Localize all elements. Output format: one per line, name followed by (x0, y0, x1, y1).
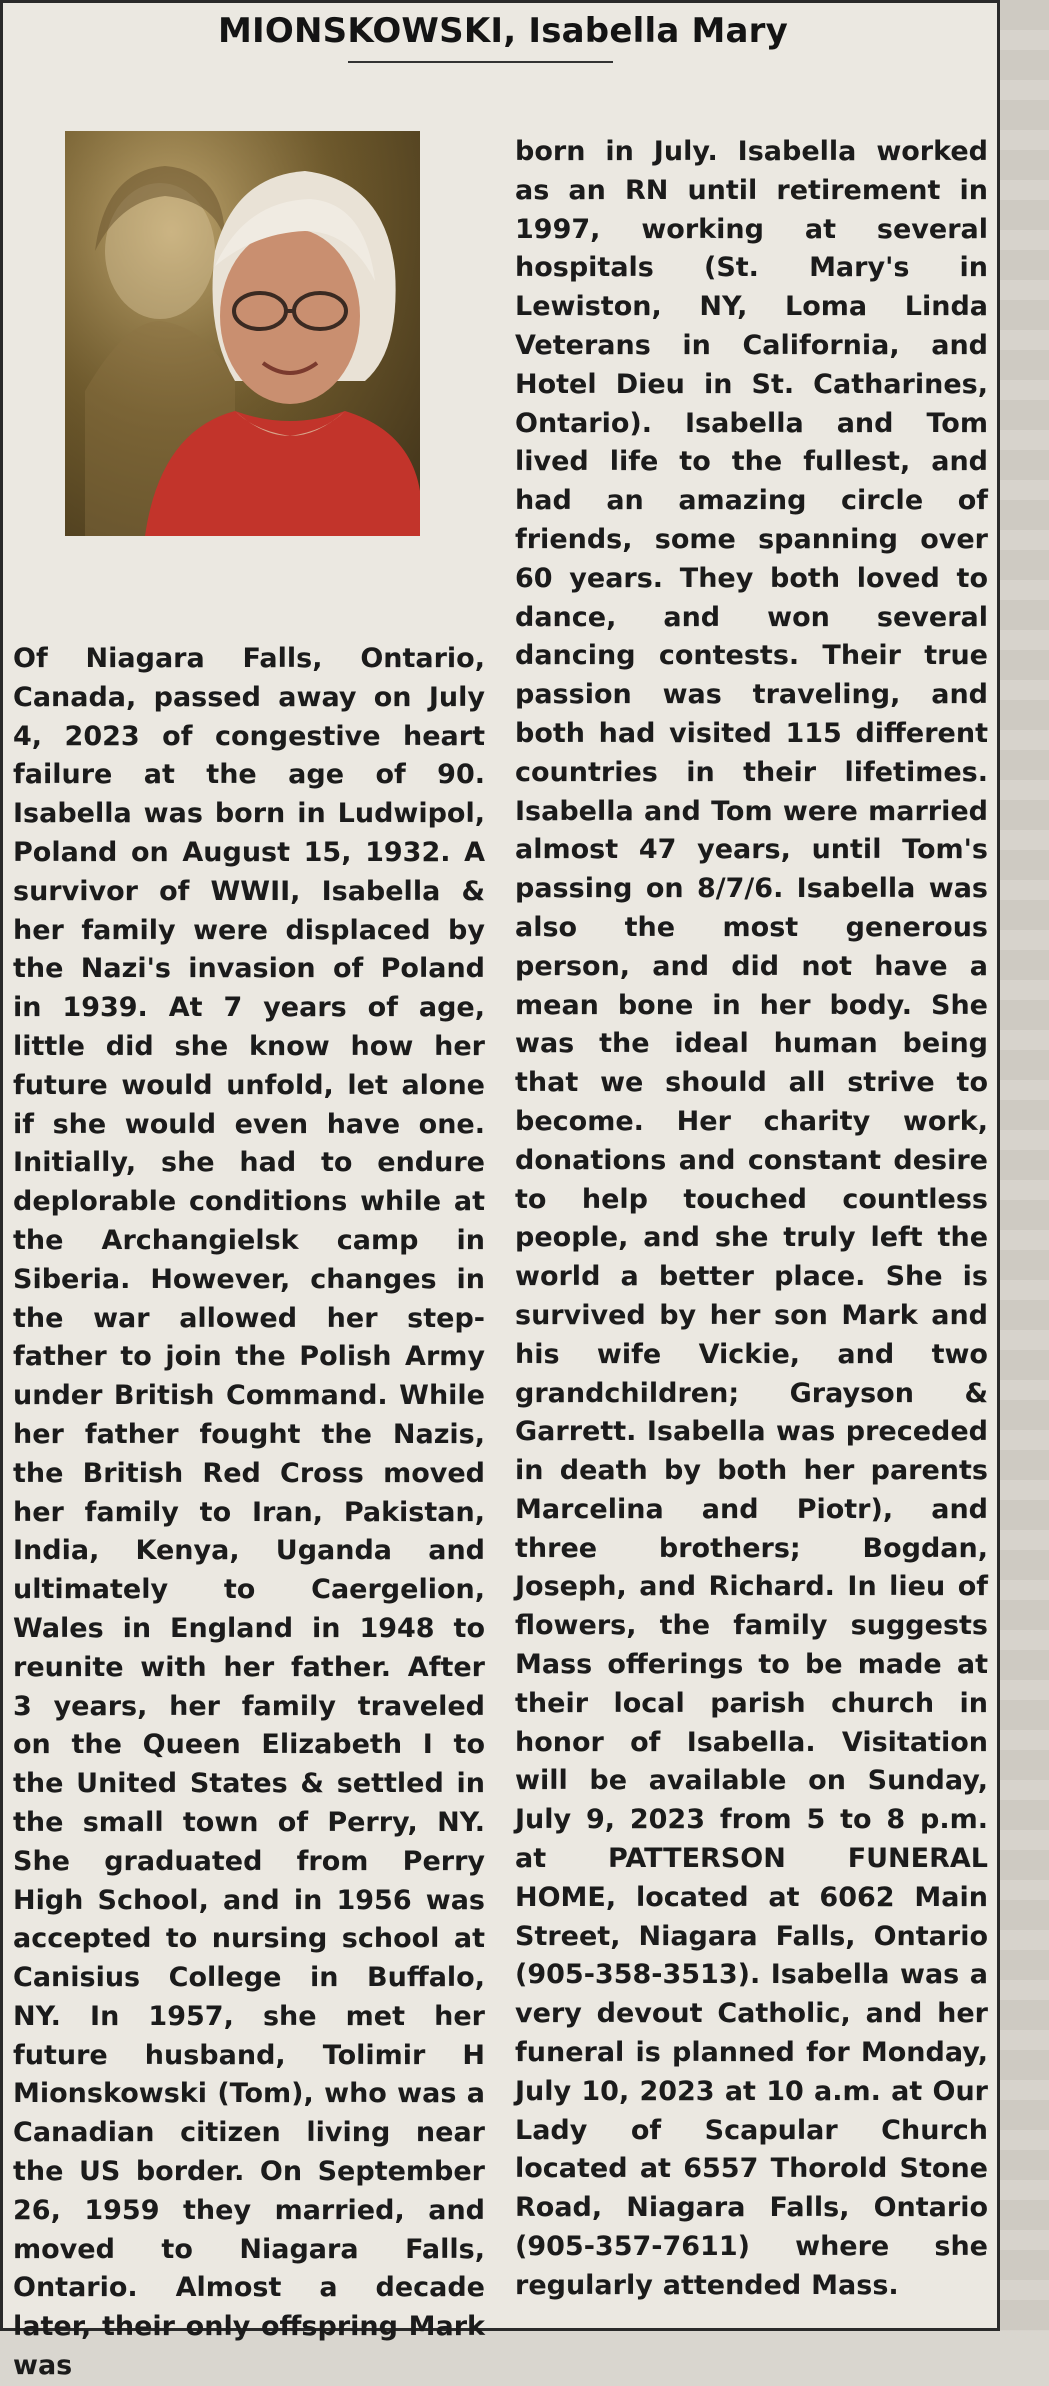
obituary-column-left: Of Niagara Falls, Ontario, Canada, passed away on July 4, 2023 of congestive heart failure at the age of 90. Isabella was born in Ludwipol, Poland on August 15, 1932. A survivor of WWII, Isabella & her family were displaced by the Nazi's invasion of Poland in 1939. At 7 years of age, little did she know how her future would unfold, let alone if she would even have one. Initially, she had to endure deplorable conditions while at the Archangielsk camp in Siberia. However, changes in the war allowed her step-father to join the Polish Army under British Command. While her father fought the Nazis, the British Red Cross moved her family to Iran, Pakistan, India, Kenya, Uganda and ultimately to Caergelion, Wales in England in 1948 to reunite with her father. After 3 years, her family traveled on the Queen Elizabeth I to the United States & settled in the small town of Perry, NY. She graduated from Perry High School, and in 1956 was accepted to nursing school at Canisius College in Buffalo, NY. In 1957, she met her future husband, Tolimir H Mionskowski (Tom), who was a Canadian citizen living near the US border. On September 26, 1959 they married, and moved to Niagara Falls, Ontario. Almost a decade later, their only offspring Mark was (13, 643, 485, 2382)
portrait-photo-icon (65, 131, 420, 536)
portrait-illustration (65, 131, 420, 536)
obituary-column-right: born in July. Isabella worked as an RN until retirement in 1997, working at several hospitals (St. Mary's in Lewiston, NY, Loma Linda Veterans in California, and Hotel Dieu in St. Catharines, Ontario). Isabella and Tom lived life to the fullest, and had an amazing circle of friends, some spanning over 60 years. They both loved to dance, and won several dancing contests. Their true passion was traveling, and both had visited 115 different countries in their lifetimes. Isabella and Tom were married almost 47 years, until Tom's passing on 8/7/6. Isabella was also the most generous person, and did not have a mean bone in her body. She was the ideal human being that we should all strive to become. Her charity work, donations and constant desire to help touched countless people, and she truly left the world a better place. She is survived by her son Mark and his wife Vickie, and two grandchildren; Grayson & Garrett. Isabella was preceded in death by both her parents Marcelina and Piotr), and three brothers; Bogdan, Joseph, and Richard. In lieu of flowers, the family suggests Mass offerings to be made at their local parish church in honor of Isabella. Visitation will be available on Sunday, July 9, 2023 from 5 to 8 p.m. at PATTERSON FUNERAL HOME, located at 6062 Main Street, Niagara Falls, Ontario (905-358-3513). Isabella was a very devout Catholic, and her funeral is planned for Monday, July 10, 2023 at 10 a.m. at Our Lady of Scapular Church located at 6557 Thorold Stone Road, Niagara Falls, Ontario (905-357-7611) where she regularly attended Mass. (515, 136, 988, 2301)
obituary-title: MIONSKOWSKI, Isabella Mary (217, 11, 789, 51)
title-underline (348, 61, 613, 63)
